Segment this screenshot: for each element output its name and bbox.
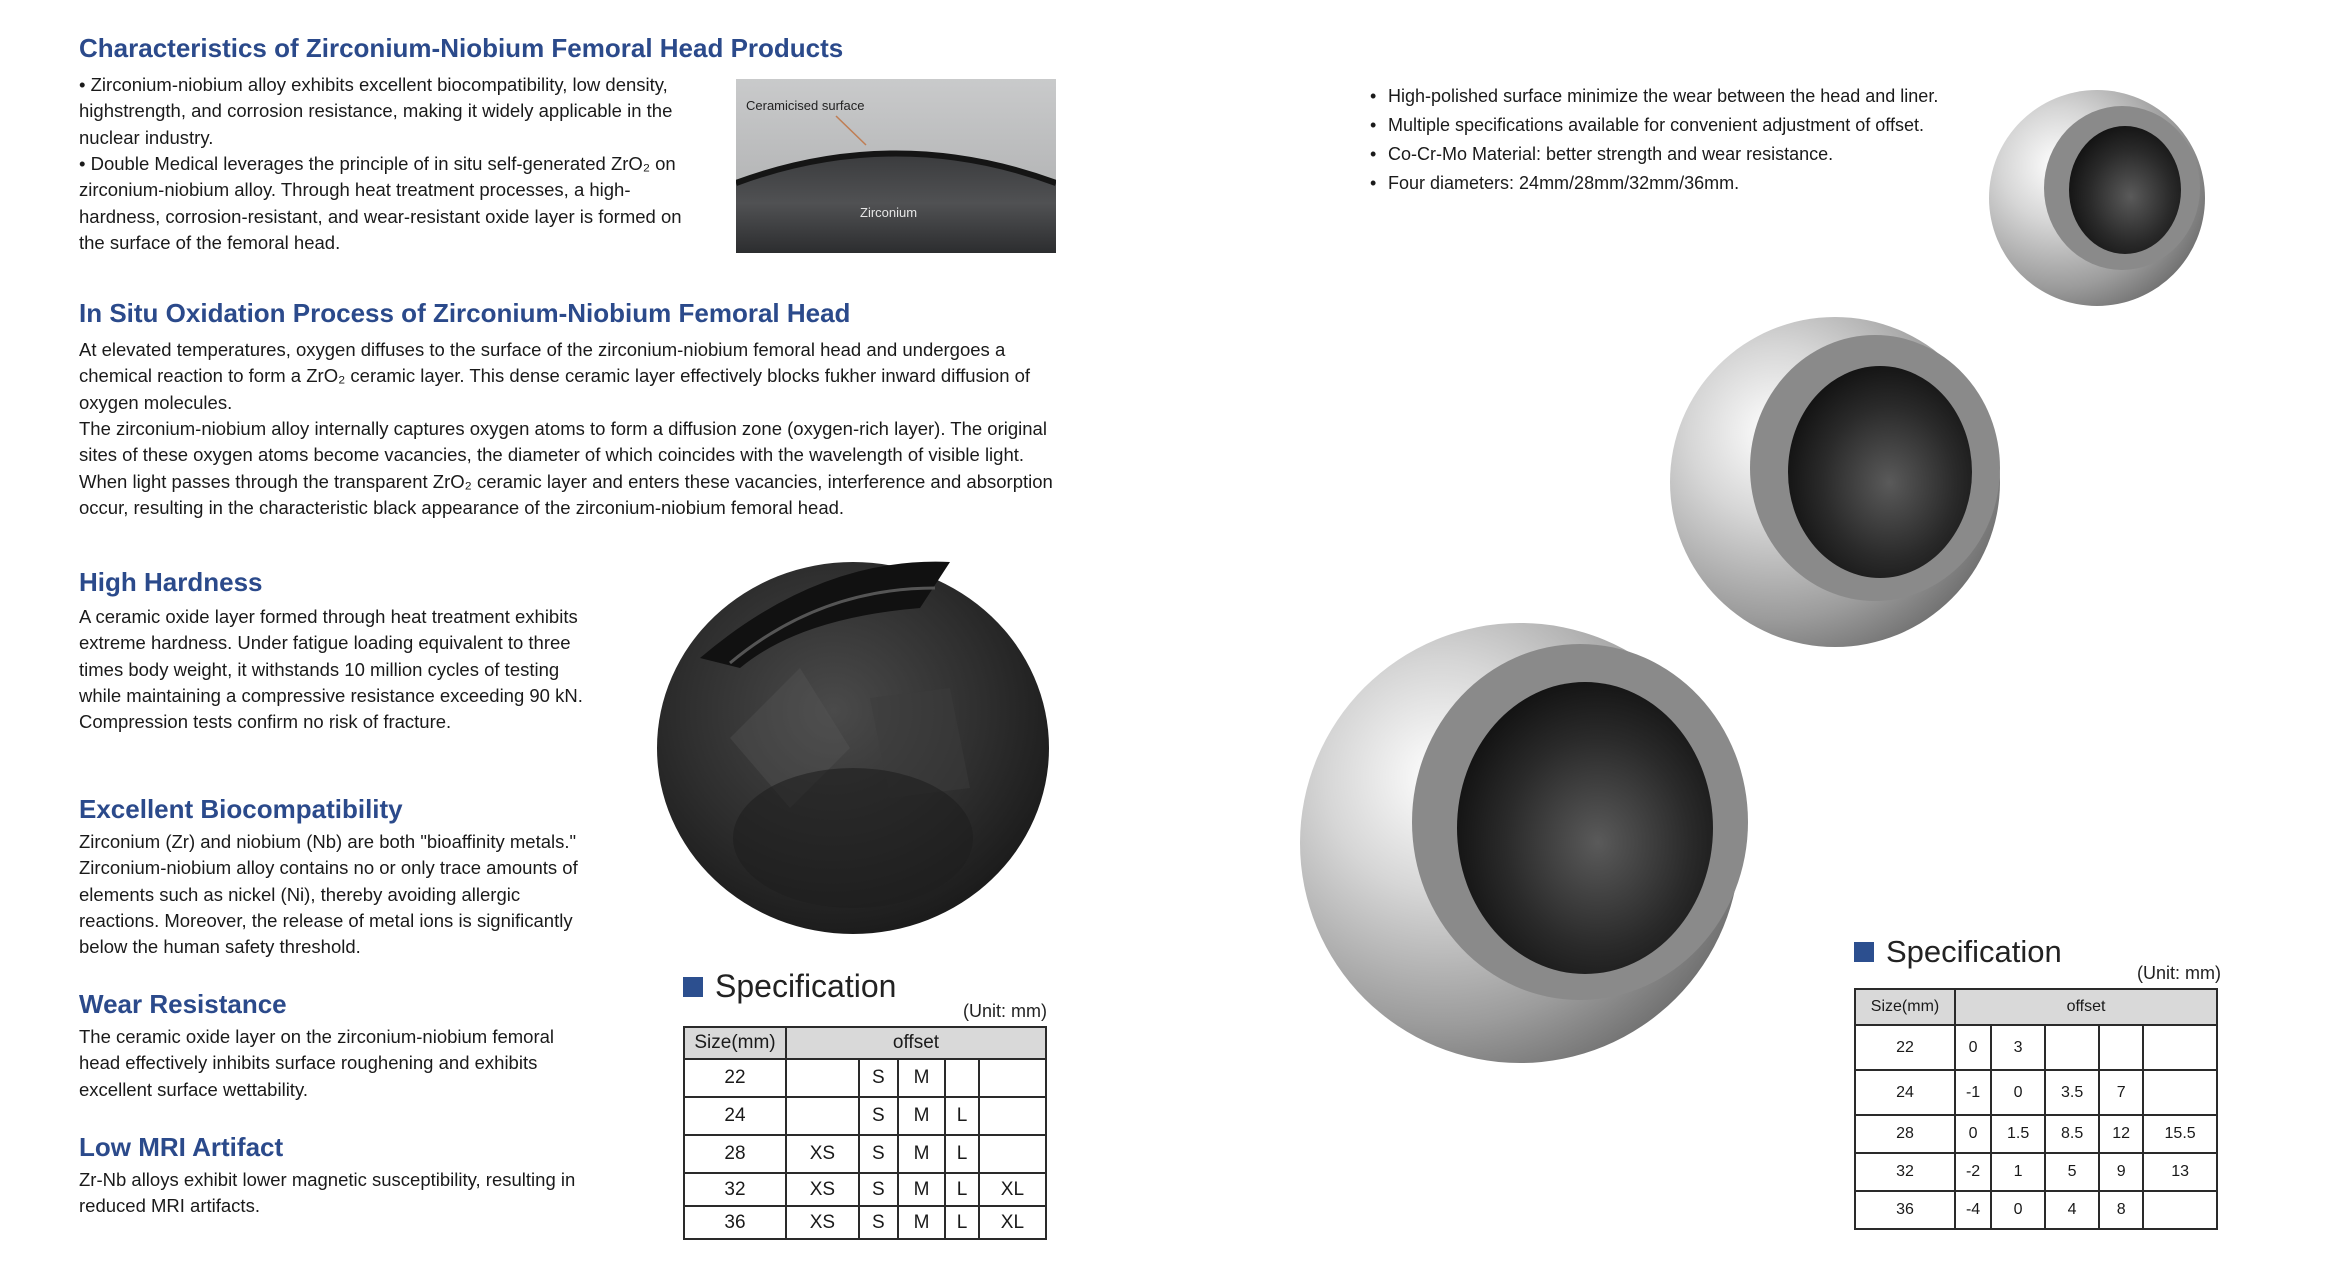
table-cell-offset: 0 [1955, 1115, 1991, 1153]
table-cell-offset: S [859, 1206, 898, 1239]
table-cell-offset: -2 [1955, 1153, 1991, 1191]
spec-right-body [1855, 1025, 2217, 1229]
table-cell-offset: L [945, 1097, 978, 1135]
table-cell-offset: 9 [2099, 1153, 2143, 1191]
table-row [684, 1135, 1046, 1173]
spec-left-square-icon [683, 977, 703, 997]
spec-left-header-offset: offset [786, 1027, 1046, 1059]
table-cell-offset: XL [979, 1206, 1046, 1239]
table-cell-offset [979, 1097, 1046, 1135]
table-cell-size: 32 [684, 1173, 786, 1206]
table-cell-offset: XS [786, 1206, 859, 1239]
feature-item: • Co-Cr-Mo Material: better strength and wear resistance. [1368, 140, 1938, 169]
black-femoral-head-image [650, 548, 1056, 938]
table-cell-offset: 12 [2099, 1115, 2143, 1153]
section1-para1: • Zirconium-niobium alloy exhibits excellent biocompatibility, low density, highstrength, and corrosion resistance, making it widely applicable in the nuclear industry. [79, 74, 673, 148]
table-cell-offset: L [945, 1206, 978, 1239]
spec-left-table [683, 1026, 1047, 1240]
table-cell-offset: 15.5 [2143, 1115, 2217, 1153]
metal-head-medium [1670, 317, 2000, 647]
table-cell-offset: M [898, 1097, 945, 1135]
section1-title: Characteristics of Zirconium-Niobium Femoral Head Products [79, 33, 844, 63]
table-cell-offset: S [859, 1059, 898, 1097]
metal-head-small [1989, 90, 2205, 306]
spec-left-unit: (Unit: mm) [963, 1001, 1047, 1021]
table-cell-offset [2143, 1070, 2217, 1115]
table-cell-offset: 3 [1991, 1025, 2045, 1070]
table-row [1855, 1025, 2217, 1070]
table-cell-offset: 3.5 [2045, 1070, 2099, 1115]
section1-para2: • Double Medical leverages the principle of in situ self-generated ZrO₂ on zirconium-niobium alloy. Through heat treatment processes, a high-hardness, corrosion-resistant, and wear-resistant oxide layer is formed on the surface of the femoral head. [79, 153, 682, 253]
table-cell-offset: S [859, 1097, 898, 1135]
table-cell-offset: L [945, 1173, 978, 1206]
spec-right-unit: (Unit: mm) [2137, 963, 2221, 983]
spec-right-header-offset: offset [1955, 989, 2217, 1025]
table-cell-offset: 8 [2099, 1191, 2143, 1229]
table-cell-offset: 7 [2099, 1070, 2143, 1115]
table-row [684, 1206, 1046, 1239]
biocompat-text: Zirconium (Zr) and niobium (Nb) are both "bioaffinity metals." Zirconium-niobium alloy contains no or only trace amounts of elements such as nickel (Ni), thereby avoiding allergic reactions. Moreover, the release of metal ions is significantly below the human safety threshold. [79, 831, 578, 958]
spec-right-square-icon [1854, 942, 1874, 962]
spec-right-header-size: Size(mm) [1855, 989, 1955, 1025]
table-cell-offset [979, 1135, 1046, 1173]
section2-para1: At elevated temperatures, oxygen diffuses to the surface of the zirconium-niobium femoral head and undergoes a chemical reaction to form a ZrO₂ ceramic layer. This dense ceramic layer effectively blocks fukher inward diffusion of oxygen molecules. [79, 339, 1031, 413]
table-row [1855, 1115, 2217, 1153]
table-cell-offset: 13 [2143, 1153, 2217, 1191]
table-cell-offset: 1 [1991, 1153, 2045, 1191]
spec-left-header-size: Size(mm) [684, 1027, 786, 1059]
table-cell-offset [786, 1059, 859, 1097]
table-cell-offset: 4 [2045, 1191, 2099, 1229]
section2-para2: The zirconium-niobium alloy internally captures oxygen atoms to form a diffusion zone (oxygen-rich layer). The original sites of these oxygen atoms become vacancies, the diameter of which coincides with the wavelength of visible light. When light passes through the transparent ZrO₂ ceramic layer and enters these vacancies, interference and absorption occur, resulting in the characteristic black appearance of the zirconium-niobium femoral head. [79, 418, 1053, 518]
table-cell-offset: M [898, 1173, 945, 1206]
table-cell-offset [2099, 1025, 2143, 1070]
biocompat-title: Excellent Biocompatibility [79, 794, 403, 824]
mri-text: Zr-Nb alloys exhibit lower magnetic susceptibility, resulting in reduced MRI artifacts. [79, 1169, 576, 1217]
table-row [684, 1173, 1046, 1206]
table-cell-size: 36 [684, 1206, 786, 1239]
table-cell-offset: 5 [2045, 1153, 2099, 1191]
section2-title: In Situ Oxidation Process of Zirconium-Niobium Femoral Head [79, 298, 851, 328]
metal-head-large [1300, 623, 1748, 1063]
image-label-zirconium: Zirconium [860, 205, 918, 220]
table-cell-offset [2143, 1191, 2217, 1229]
feature-item: • Four diameters: 24mm/28mm/32mm/36mm. [1368, 169, 1938, 198]
table-cell-offset: 0 [1991, 1191, 2045, 1229]
table-cell-size: 32 [1855, 1153, 1955, 1191]
wear-title: Wear Resistance [79, 989, 287, 1019]
table-cell-size: 36 [1855, 1191, 1955, 1229]
feature-item: • High-polished surface minimize the wear between the head and liner. [1368, 82, 1938, 111]
table-row [1855, 1070, 2217, 1115]
spec-right-title: Specification [1886, 934, 2062, 969]
table-cell-size: 22 [684, 1059, 786, 1097]
image-label-ceramicised: Ceramicised surface [746, 98, 865, 113]
table-cell-offset [979, 1059, 1046, 1097]
ceramicised-surface-image [736, 79, 1056, 253]
table-cell-offset [786, 1097, 859, 1135]
metal-femoral-heads-image [1280, 80, 2230, 1070]
table-cell-offset: XS [786, 1135, 859, 1173]
table-cell-offset: M [898, 1206, 945, 1239]
wear-text: The ceramic oxide layer on the zirconium-niobium femoral head effectively inhibits surface roughening and exhibits excellent surface wettability. [79, 1026, 555, 1100]
table-row [684, 1097, 1046, 1135]
table-row [684, 1059, 1046, 1097]
table-cell-offset: 0 [1991, 1070, 2045, 1115]
table-row [1855, 1153, 2217, 1191]
table-cell-size: 22 [1855, 1025, 1955, 1070]
table-cell-size: 28 [1855, 1115, 1955, 1153]
table-cell-offset: XL [979, 1173, 1046, 1206]
mri-title: Low MRI Artifact [79, 1132, 284, 1162]
table-cell-offset: 8.5 [2045, 1115, 2099, 1153]
table-cell-offset: 1.5 [1991, 1115, 2045, 1153]
table-cell-offset: S [859, 1135, 898, 1173]
spec-right-table [1854, 988, 2218, 1230]
table-cell-size: 24 [1855, 1070, 1955, 1115]
hardness-text: A ceramic oxide layer formed through heat treatment exhibits extreme hardness. Under fatigue loading equivalent to three times body weight, it withstands 10 million cycles of testing while maintaining a compressive resistance exceeding 90 kN. Compression tests confirm no risk of fracture. [79, 606, 583, 733]
table-cell-size: 28 [684, 1135, 786, 1173]
table-cell-offset [2143, 1025, 2217, 1070]
spec-left-title: Specification [715, 968, 897, 1004]
table-cell-offset [945, 1059, 978, 1097]
feature-item: • Multiple specifications available for convenient adjustment of offset. [1368, 111, 1938, 140]
hardness-title: High Hardness [79, 567, 263, 597]
table-cell-offset: -4 [1955, 1191, 1991, 1229]
table-row [1855, 1191, 2217, 1229]
table-cell-offset: M [898, 1059, 945, 1097]
table-cell-offset: 0 [1955, 1025, 1991, 1070]
table-cell-offset: M [898, 1135, 945, 1173]
table-cell-offset: S [859, 1173, 898, 1206]
table-cell-size: 24 [684, 1097, 786, 1135]
table-cell-offset: L [945, 1135, 978, 1173]
spec-left-heading [683, 968, 896, 1005]
table-cell-offset: -1 [1955, 1070, 1991, 1115]
table-cell-offset [2045, 1025, 2099, 1070]
spec-left-body [684, 1059, 1046, 1239]
table-cell-offset: XS [786, 1173, 859, 1206]
spec-right-heading [1854, 934, 2062, 970]
